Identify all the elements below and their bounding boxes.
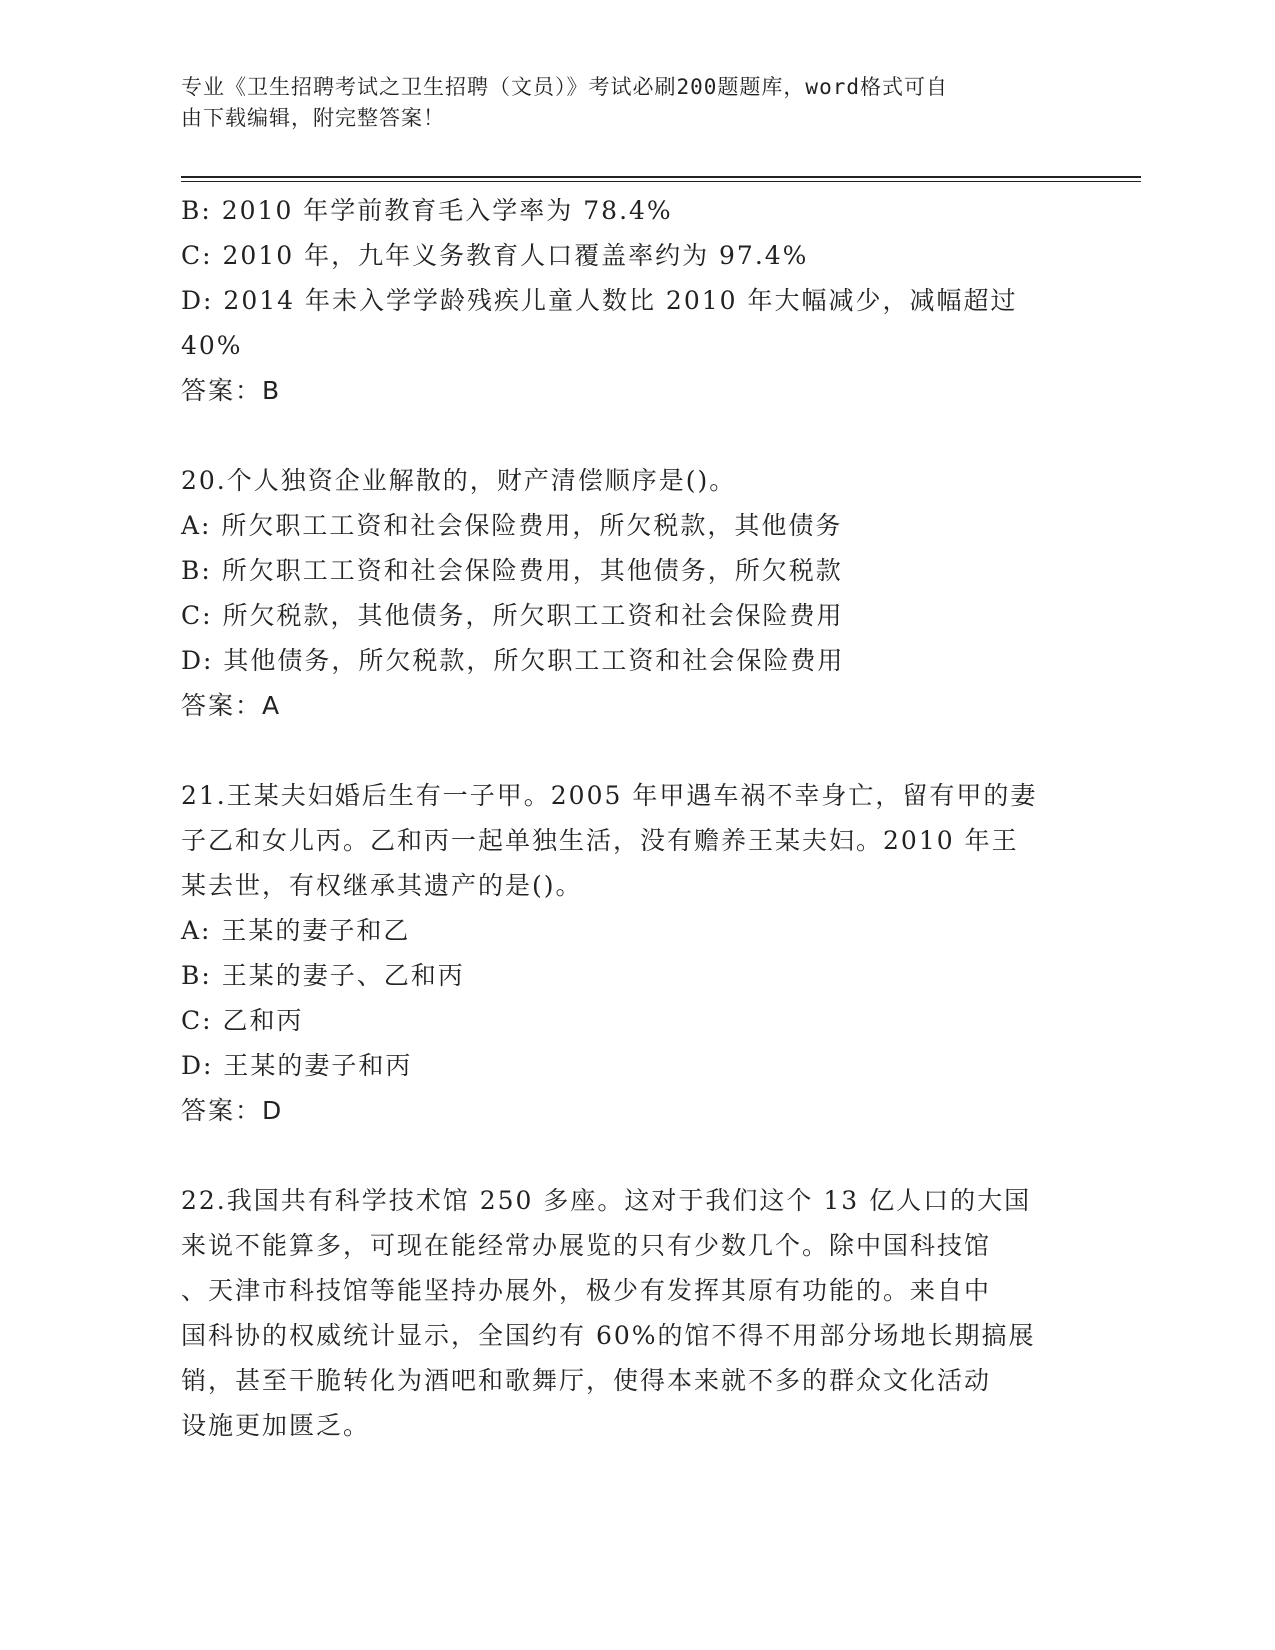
question-stem: 20.个人独资企业解散的，财产清偿顺序是()。 (181, 466, 737, 495)
header-divider-thin (181, 181, 1141, 182)
question-20 (181, 458, 1081, 728)
header-line-1: 专业《卫生招聘考试之卫生招聘（文员）》考试必刷200题题库，word格式可自 (181, 75, 948, 99)
question-22 (181, 1178, 1081, 1448)
question-stem-line-1: 22.我国共有科学技术馆 250 多座。这对于我们这个 13 亿人口的大国 (181, 1186, 1032, 1215)
option-d: D: 其他债务，所欠税款，所欠职工工资和社会保险费用 (181, 646, 845, 675)
header-line-2: 由下载编辑，附完整答案！ (181, 106, 445, 130)
question-21 (181, 773, 1081, 1133)
question-stem-line-2: 来说不能算多，可现在能经常办展览的只有少数几个。除中国科技馆 (181, 1231, 992, 1260)
option-a: A: 王某的妻子和乙 (181, 916, 411, 945)
question-stem-line-3: 、天津市科技馆等能坚持办展外，极少有发挥其原有功能的。来自中 (181, 1276, 992, 1305)
answer: 答案：B (181, 376, 282, 405)
header-divider-thick (181, 176, 1141, 178)
question-19-tail (181, 188, 1081, 413)
option-b: B: 2010 年学前教育毛入学率为 78.4% (181, 196, 673, 225)
option-c: C: 乙和丙 (181, 1006, 304, 1035)
option-d: D: 王某的妻子和丙 (181, 1051, 413, 1080)
option-a: A: 所欠职工工资和社会保险费用，所欠税款，其他债务 (181, 511, 843, 540)
question-stem-line-3: 某去世，有权继承其遗产的是()。 (181, 871, 583, 900)
answer: 答案：D (181, 1096, 284, 1125)
answer: 答案：A (181, 691, 282, 720)
spacer (181, 413, 1081, 458)
document-body (181, 188, 1081, 1448)
option-c: C: 2010 年，九年义务教育人口覆盖率约为 97.4% (181, 241, 809, 270)
option-b: B: 王某的妻子、乙和丙 (181, 961, 465, 990)
option-c: C: 所欠税款，其他债务，所欠职工工资和社会保险费用 (181, 601, 844, 630)
option-d: D: 2014 年未入学学龄残疾儿童人数比 2010 年大幅减少，减幅超过 (181, 286, 1018, 315)
question-stem-line-1: 21.王某夫妇婚后生有一子甲。2005 年甲遇车祸不幸身亡，留有甲的妻 (181, 781, 1038, 810)
question-stem-line-2: 子乙和女儿丙。乙和丙一起单独生活，没有赡养王某夫妇。2010 年王 (181, 826, 1019, 855)
question-stem-line-5: 销，甚至干脆转化为酒吧和歌舞厅，使得本来就不多的群众文化活动 (181, 1366, 992, 1395)
page-header (181, 72, 1041, 134)
option-d-continued: 40% (181, 331, 243, 360)
spacer (181, 728, 1081, 773)
question-stem-line-4: 国科协的权威统计显示，全国约有 60%的馆不得不用部分场地长期搞展 (181, 1321, 1036, 1350)
option-b: B: 所欠职工工资和社会保险费用，其他债务，所欠税款 (181, 556, 843, 585)
spacer (181, 1133, 1081, 1178)
question-stem-line-6: 设施更加匮乏。 (181, 1411, 371, 1440)
